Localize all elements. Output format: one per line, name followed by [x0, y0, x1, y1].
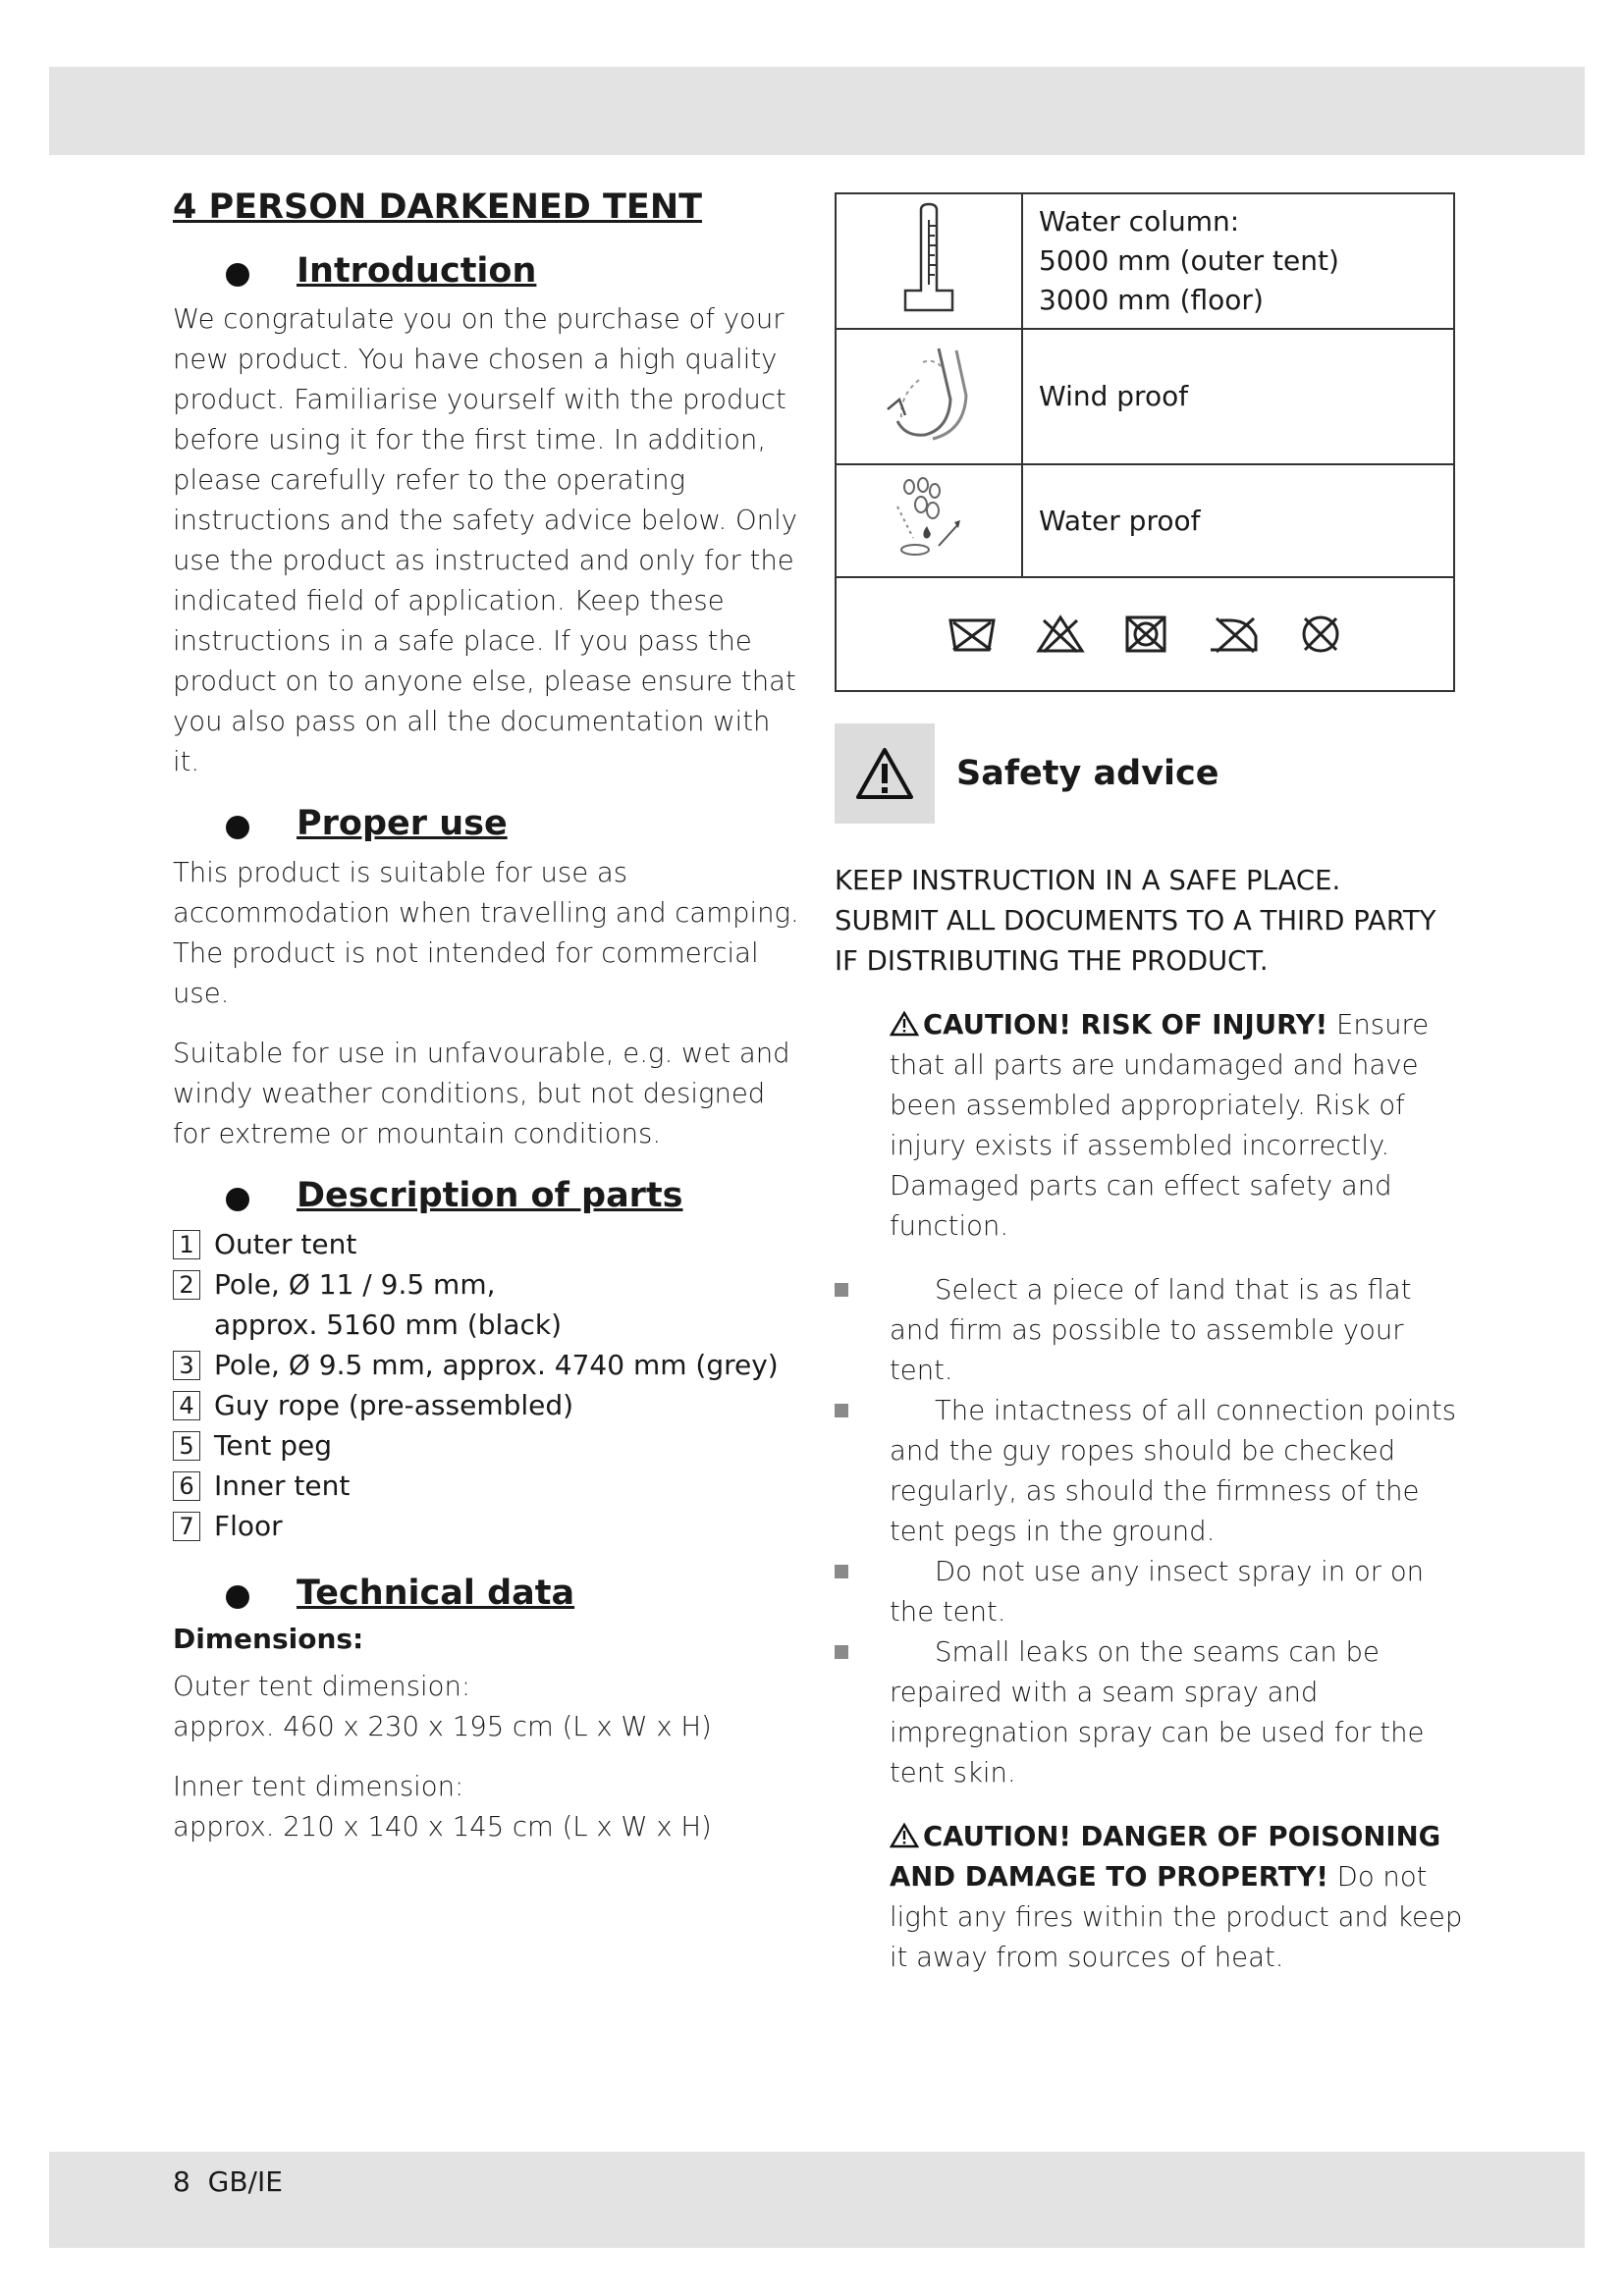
part-number: 3	[173, 1351, 200, 1380]
introduction-heading: Introduction	[173, 249, 801, 294]
technical-heading: Technical data	[173, 1572, 801, 1617]
header-band	[49, 67, 1585, 155]
square-bullet-icon	[835, 1565, 848, 1578]
list-item	[173, 1224, 801, 1264]
safety-title: Safety advice	[956, 754, 1219, 793]
inner-dimension: Inner tent dimension: approx. 210 x 140 x 145 cm (L x W x H)	[173, 1770, 712, 1842]
part-label: Outer tent	[214, 1228, 357, 1261]
wind-proof-cell: Wind proof	[1022, 329, 1454, 464]
no-wash-icon	[947, 614, 997, 654]
page-footer	[173, 2165, 283, 2198]
no-tumble-dry-icon	[1124, 614, 1167, 654]
table-row	[836, 577, 1454, 691]
caution-triangle-icon	[890, 1823, 919, 1848]
document-title: 4 PERSON DARKENED TENT	[173, 187, 702, 227]
outer-dimension: Outer tent dimension: approx. 460 x 230 x 195 cm (L x W x H)	[173, 1670, 712, 1742]
bullet-icon	[226, 1188, 249, 1211]
bullet-icon	[226, 263, 249, 287]
safety-heading	[835, 723, 1463, 824]
part-number: 1	[173, 1230, 200, 1259]
list-item: Do not use any insect spray in or on the tent.	[835, 1552, 1463, 1632]
caution-triangle-icon	[890, 1011, 919, 1037]
list-item	[173, 1264, 801, 1345]
tech-table	[835, 192, 1455, 692]
list-item: The intactness of all connection points and the guy ropes should be checked regularly, as should the firmness of the tent pegs in the ground.	[835, 1391, 1463, 1552]
care-symbols-cell	[836, 577, 1454, 691]
introduction-text: We congratulate you on the purchase of your new product. You have chosen a high quality product. Familiarise yourself with the product before using it for the first time. In addition, please carefully refer to the operating instructions and the safety advice below. Only use the product as instructed and only for the indicated field of application. Keep these instructions in a safe place. If you pass the product on to anyone else, please ensure that you also pass on all the documentation with it.	[173, 303, 797, 778]
part-number: 7	[173, 1512, 200, 1541]
water-column-cell: Water column: 5000 mm (outer tent) 3000 mm (floor)	[1022, 193, 1454, 329]
part-number: 2	[173, 1270, 200, 1300]
page-number: 8	[173, 2165, 190, 2198]
table-row	[836, 329, 1454, 464]
list-item	[173, 1425, 801, 1466]
caution-injury: CAUTION! RISK OF INJURY! Ensure that all parts are undamaged and have been assembled appropriately. Risk of injury exists if assembled incorrectly. Damaged parts can effect safety and function.	[890, 1009, 1430, 1242]
proper-use-text-2: Suitable for use in unfavourable, e.g. wet and windy weather conditions, but not designed for extreme or mountain conditions.	[173, 1037, 790, 1149]
proper-use-heading: Proper use	[173, 802, 801, 847]
square-bullet-icon	[835, 1645, 848, 1659]
no-dry-clean-icon	[1299, 613, 1342, 656]
no-iron-icon	[1207, 614, 1260, 654]
bullet-icon	[226, 1585, 249, 1609]
table-row	[836, 193, 1454, 329]
part-label: Pole, Ø 9.5 mm, approx. 4740 mm (grey)	[214, 1349, 779, 1382]
square-bullet-icon	[835, 1283, 848, 1297]
proper-use-text-1: This product is suitable for use as accommodation when travelling and camping. The product is not intended for commercial use.	[173, 856, 799, 1009]
square-bullet-icon	[835, 1404, 848, 1417]
left-column	[173, 177, 801, 1867]
safety-bullet-list	[835, 1270, 1463, 1793]
table-row	[836, 464, 1454, 577]
part-number: 5	[173, 1431, 200, 1461]
warning-icon	[835, 723, 935, 824]
care-icons	[838, 613, 1452, 656]
list-item	[173, 1345, 801, 1385]
parts-list	[173, 1224, 801, 1546]
wind-icon	[836, 329, 1022, 464]
list-item	[173, 1466, 801, 1506]
safety-instructions-caps: KEEP INSTRUCTION IN A SAFE PLACE. SUBMIT ALL DOCUMENTS TO A THIRD PARTY IF DISTRIBUTING THE PRODUCT.	[835, 865, 1436, 977]
part-number: 6	[173, 1471, 200, 1501]
list-item: Select a piece of land that is as flat and firm as possible to assemble your tent.	[835, 1270, 1463, 1391]
water-proof-cell: Water proof	[1022, 464, 1454, 577]
thermometer-icon	[836, 193, 1022, 329]
part-label: Guy rope (pre-assembled)	[214, 1389, 574, 1422]
locale-label: GB/IE	[207, 2165, 283, 2198]
dimensions-label: Dimensions:	[173, 1622, 364, 1655]
bullet-icon	[226, 816, 249, 839]
water-drops-icon	[836, 464, 1022, 577]
list-item	[173, 1385, 801, 1425]
part-label: Pole, Ø 11 / 9.5 mm, approx. 5160 mm (black)	[214, 1268, 563, 1342]
part-number: 4	[173, 1391, 200, 1420]
part-label: Tent peg	[214, 1429, 332, 1463]
part-label: Inner tent	[214, 1469, 351, 1503]
caution-poisoning: CAUTION! DANGER OF POISONING AND DAMAGE TO PROPERTY! Do not light any fires within the product and keep it away from sources of heat.	[890, 1821, 1463, 1973]
part-label: Floor	[214, 1510, 283, 1543]
right-column	[835, 177, 1463, 2002]
parts-heading: Description of parts	[173, 1174, 801, 1219]
list-item: Small leaks on the seams can be repaired with a seam spray and impregnation spray can be used for the tent skin.	[835, 1632, 1463, 1793]
no-bleach-icon	[1036, 614, 1085, 654]
list-item	[173, 1506, 801, 1546]
